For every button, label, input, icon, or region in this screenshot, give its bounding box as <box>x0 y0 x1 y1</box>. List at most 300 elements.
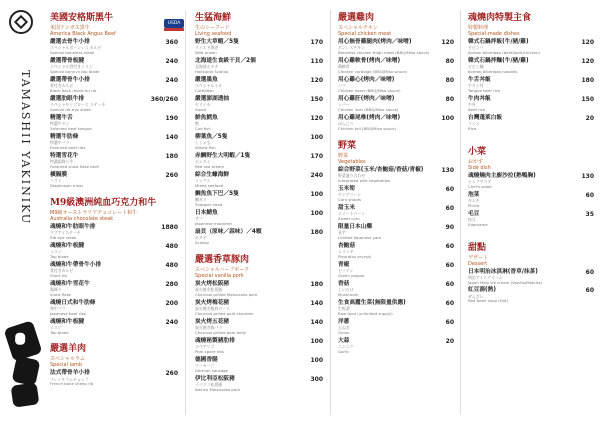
menu-item-price: 60 <box>445 318 454 326</box>
menu-item-jp: ライス <box>468 121 480 127</box>
section-title: 嚴選羊肉 <box>50 344 87 355</box>
menu-item-price: 35 <box>585 210 594 218</box>
menu-item-en: Green pepper <box>338 272 365 278</box>
menu-item <box>50 172 180 189</box>
menu-item-price: 60 <box>445 204 454 212</box>
menu-item <box>468 58 596 75</box>
menu-item <box>195 229 325 246</box>
menu-item <box>338 243 456 260</box>
menu-item <box>195 338 325 355</box>
menu-item-jp: スイートコーン <box>338 210 365 216</box>
menu-item-jp: スペアリブ <box>195 343 215 349</box>
menu-item-zh: 橫膈膜 <box>50 171 68 178</box>
menu-item-jp: ビビン麺 <box>468 64 484 70</box>
menu-item-price: 280 <box>165 280 178 288</box>
menu-item-en: Selected beef tongue <box>50 125 92 131</box>
section-subtitle-jp: 生のシーフード <box>195 25 230 31</box>
section-subtitle-jp: デザート <box>468 254 489 261</box>
menu-item <box>338 167 456 184</box>
menu-item-price: 60 <box>445 261 454 269</box>
menu-item <box>195 376 325 393</box>
menu-item-zh: 用心無骨雞腿肉(烤肉／味噌) <box>338 39 412 45</box>
menu-item-en: Sweet corn <box>338 215 360 221</box>
menu-item-jp: ししゃも <box>195 140 211 146</box>
menu-item-zh: 泡菜 <box>468 191 480 198</box>
menu-item-price: 120 <box>581 57 594 65</box>
menu-item <box>468 77 596 94</box>
menu-item-zh: 魂燒和牛肋眼牛排 <box>50 223 96 230</box>
menu-item <box>338 205 456 222</box>
menu-item-jp: ワイルド海老 <box>195 45 219 51</box>
menu-item-zh: 台灣蓬萊白飯 <box>468 114 503 121</box>
column-divider <box>330 10 331 415</box>
menu-item-en: Wild prawn <box>195 50 217 55</box>
menu-item-price: 130 <box>441 166 454 174</box>
menu-item-price: 190 <box>165 114 178 122</box>
menu-item-price: 100 <box>310 337 323 345</box>
menu-item <box>50 243 180 260</box>
menu-item <box>195 281 325 298</box>
menu-item-en: Pork spare ribs <box>195 348 224 354</box>
menu-item-jp: ホタテ <box>195 235 207 241</box>
menu-item-en: Japanese mackerel <box>195 220 232 226</box>
menu-item <box>468 96 596 113</box>
menu-item-zh: 野生大草蝦／5隻 <box>195 39 239 45</box>
menu-item-jp: イベリコ松坂豚 <box>195 381 223 387</box>
brush-calligraphy-logo <box>4 320 42 412</box>
menu-item-zh: 嚴選去骨牛小排 <box>50 39 90 45</box>
menu-item-price: 60 <box>445 299 454 307</box>
menu-item-zh: 韓式石鍋拌麵(牛/豬/雞) <box>468 57 529 64</box>
menu-item-price: 150 <box>581 95 594 103</box>
section-subtitle-jp: M9級オーストラリアチョコレート和牛 <box>50 209 138 216</box>
menu-item <box>195 357 325 374</box>
menu-item-en: Special boneless steak <box>50 50 95 55</box>
menu-item <box>338 39 456 56</box>
menu-item-price: 150 <box>310 95 323 103</box>
menu-item-en: German sausage <box>195 367 228 373</box>
menu-item-price: 100 <box>441 114 454 122</box>
menu-list <box>50 224 180 336</box>
menu-list <box>338 39 456 132</box>
menu-item-jp: サバ <box>195 216 203 222</box>
menu-item-en: Korean bibimbap (beef/pork/chicken) <box>468 50 540 55</box>
menu-item-zh: 牛舌丼飯 <box>468 76 491 83</box>
menu-item <box>50 153 180 170</box>
menu-item-en: Charcoal grilled Matsusaka pork <box>195 291 258 297</box>
menu-item-jp: 鶏軟骨 <box>338 64 350 70</box>
menu-list <box>50 39 180 189</box>
menu-item-zh: 毛豆 <box>468 210 480 217</box>
menu-item-price: 200 <box>165 299 178 307</box>
menu-item-jp: 特選霜降り牛 <box>50 159 74 165</box>
menu-item-en: Iberico Matsusaka pork <box>195 386 241 392</box>
menu-column-1 <box>50 0 180 425</box>
menu-item-zh: 魂燒日式和牛肋條 <box>50 299 96 306</box>
menu-item-price: 180 <box>581 76 594 84</box>
menu-item-price: 480 <box>165 242 178 250</box>
menu-item-en: Beef rice <box>468 106 486 112</box>
menu-item <box>338 58 456 75</box>
menu-item <box>50 39 180 56</box>
menu-item-en: Tongue beef rice <box>468 87 501 93</box>
menu-item-price: 240 <box>165 318 178 326</box>
menu-item-jp: レバー <box>338 102 350 108</box>
menu-item-en: Boneless chicken thigh meat (BBQ/Miso sauce) <box>338 50 430 55</box>
menu-item-zh: 法式帶骨羊小排 <box>50 370 90 377</box>
menu-item-zh: 德國香腸 <box>195 356 218 363</box>
menu-item-price: 100 <box>310 190 323 198</box>
menu-item-zh: 甜玉米 <box>338 204 356 211</box>
menu-item-en: Squid <box>195 106 206 112</box>
menu-item-price: 120 <box>581 39 594 46</box>
menu-item-price: 260 <box>165 370 178 378</box>
menu-item-zh: 炭火烤梅花豬 <box>195 299 230 306</box>
section-subtitle-en: Australia chocolate steak <box>50 215 114 222</box>
menu-item-zh: 生食高麗生菜(無限量供應) <box>338 299 406 306</box>
section-subtitle-jp: スペシャルラム <box>50 356 85 363</box>
menu-list <box>195 281 325 393</box>
menu-item-price: 20 <box>585 114 594 122</box>
menu-item-price: 180 <box>165 152 178 160</box>
menu-item <box>195 319 325 336</box>
menu-item <box>195 210 325 227</box>
menu-item-zh: 綜合生蠔海鮮 <box>195 171 230 178</box>
menu-item-price: 260 <box>165 171 178 179</box>
menu-item-zh: 嚴選澎湖透抽 <box>195 95 230 102</box>
section-subtitle-jp: スペシャルハーブポーク <box>195 266 250 273</box>
menu-item-price: 130 <box>581 172 594 180</box>
menu-item-en: Edamame <box>468 221 488 227</box>
section-subtitle-jp: スペシャルチキン <box>338 25 378 31</box>
section-subtitle-en: Special-made dishes <box>468 31 520 37</box>
menu-item-zh: 精選牛肋條 <box>50 133 79 140</box>
menu-item-zh: 青椒 <box>338 261 350 268</box>
menu-item-price: 480 <box>165 261 178 269</box>
menu-item-en: Rice <box>468 125 477 131</box>
menu-item-price: 100 <box>310 356 323 364</box>
section-subtitle-jp: 野菜 <box>338 152 349 159</box>
menu-item-jp: 特選牛バラ <box>50 140 70 146</box>
menu-item <box>468 211 596 228</box>
menu-item-zh: 洋蔥 <box>338 318 350 325</box>
menu-item <box>50 115 180 132</box>
section-title: 甜點 <box>468 242 487 253</box>
menu-item-price: 80 <box>445 76 454 84</box>
menu-item-jp: 鯛カマ <box>195 197 207 203</box>
menu-item-price: 60 <box>585 287 594 295</box>
section-title: 野菜 <box>338 140 357 151</box>
menu-item-zh: 鮮魚鱈魚 <box>195 114 218 121</box>
menu-item-zh: 嚴選肋眼牛排 <box>50 95 85 102</box>
menu-item-en: Chicken heart (BBQ/Miso sauce) <box>338 87 401 93</box>
menu-item-zh: 牛肉丼飯 <box>468 95 491 102</box>
menu-item-price: 240 <box>165 57 178 65</box>
menu-item-jp: ハラミ <box>50 178 62 184</box>
menu-item-zh: 北海道生食級干貝／2個 <box>195 57 256 64</box>
menu-item-en: Japanese beef ribs <box>50 310 86 316</box>
menu-item-zh: 炭火烤五花豬 <box>195 318 230 325</box>
menu-item-jp: 長芋 <box>338 229 346 235</box>
menu-item-jp: スペシャル骨付きミスジ <box>50 64 93 70</box>
menu-item-jp: スペシャルリブロース ステーキ <box>50 102 106 108</box>
menu-item-price: 60 <box>445 242 454 250</box>
menu-item-en: Short rib <box>50 272 67 278</box>
menu-item-jp: 北海道ホタテ <box>195 64 219 70</box>
menu-item-price: 20 <box>445 337 454 345</box>
menu-item <box>195 58 325 75</box>
menu-list <box>468 173 596 228</box>
menu-item <box>195 39 325 56</box>
menu-item-price: 110 <box>310 57 323 65</box>
column-divider <box>460 10 461 415</box>
menu-list <box>195 39 325 246</box>
menu-item-en: Top blade <box>50 253 69 259</box>
menu-item-jp: ヤリイカ <box>195 102 211 108</box>
side-panel <box>0 0 44 425</box>
menu-item <box>338 300 456 317</box>
menu-item-price: 100 <box>310 133 323 141</box>
usda-badge: USDA <box>164 19 184 28</box>
menu-item <box>195 77 325 94</box>
menu-item-zh: 杏鮑菇 <box>338 242 356 249</box>
menu-item <box>50 96 180 113</box>
menu-item-price: 360/260 <box>150 95 178 103</box>
menu-item-jp: 霜降り <box>50 286 62 292</box>
menu-item-en: French bone sheep rib <box>50 381 94 387</box>
menu-item-jp: 牛タン丼 <box>468 83 484 89</box>
menu-item-en: Mixed seafood <box>195 182 224 188</box>
menu-item-en: Scallop <box>195 239 210 245</box>
menu-item-jp: 鱈 <box>195 121 199 127</box>
menu-item-price: 120 <box>310 114 323 122</box>
menu-item <box>195 172 325 189</box>
section-title: 嚴選雞肉 <box>338 13 375 23</box>
menu-item-zh: 限量日本山藥 <box>338 223 373 230</box>
menu-item-jp: ハツ <box>338 83 346 89</box>
menu-item-en: Mushroom <box>338 291 359 297</box>
menu-list <box>50 370 180 387</box>
section-subtitle-en: Special vanilla pork <box>195 272 244 279</box>
menu-item-zh: 伊比利亞松阪豬 <box>195 375 235 382</box>
menu-item-en: Garlic <box>338 348 350 354</box>
menu-item-zh: 玉米筍 <box>338 185 356 192</box>
menu-item <box>468 287 596 304</box>
menu-item-en: Raw food (unlimited supply) <box>338 310 393 316</box>
menu-item-zh: 赤鯛野生大明蝦／1隻 <box>195 152 251 159</box>
menu-list <box>338 167 456 355</box>
section-subtitle-en: Side dish <box>468 164 491 171</box>
menu-item <box>468 173 596 190</box>
menu-item-jp: ピーマン <box>338 267 354 273</box>
menu-item-jp: 生野菜 <box>338 305 350 311</box>
menu-item-jp: ぼんじり <box>338 121 354 127</box>
menu-item <box>338 186 456 203</box>
menu-item-en: Corn shoots <box>338 196 362 202</box>
section-title: 嚴選香草豚肉 <box>195 254 250 265</box>
section-subtitle-jp: 特製料理 <box>468 25 489 31</box>
menu-item-zh: 魂燒和牛板腱 <box>50 242 85 249</box>
menu-item-en: Charcoal grilled pork shoulder <box>195 310 254 316</box>
menu-column-2 <box>195 0 325 425</box>
section-subtitle-jp: 米国アンガス黒牛 <box>50 25 90 31</box>
menu-item <box>338 96 456 113</box>
menu-item-zh: 嚴選墨魚 <box>195 76 218 83</box>
menu-item-en: Chef's salad <box>468 183 492 189</box>
menu-item-jp: 牛丼 <box>468 102 476 108</box>
restaurant-logo-icon <box>9 10 33 34</box>
menu-item-price: 90 <box>445 223 454 231</box>
menu-column-4 <box>468 0 596 425</box>
menu-item <box>195 134 325 151</box>
menu-item-jp: スペシャルボーンレス カルビ <box>50 45 102 51</box>
menu-item-zh: 日本鯖魚 <box>195 209 218 216</box>
section-subtitle-en: Vegetables <box>338 158 366 165</box>
menu-list <box>468 269 596 305</box>
menu-item-jp: ポンダイ <box>195 159 211 165</box>
menu-item <box>338 77 456 94</box>
menu-item-en: Chicken cartilage (BBQ/Miso sauce) <box>338 68 408 74</box>
menu-item <box>468 115 596 132</box>
menu-item-jp: 炭火焼き豚バラ <box>195 324 223 330</box>
menu-item-zh: 柳葉魚／5隻 <box>195 133 228 140</box>
menu-item-en: Japan Meiji ice cream (Vanilla/Matcha) <box>468 279 543 285</box>
menu-item-price: 120 <box>441 39 454 46</box>
column-divider <box>185 10 186 415</box>
section-subtitle-en: America Black Angus Beef <box>50 31 116 37</box>
menu-item-jp: 炭火焼き豚肩ロース <box>195 305 230 311</box>
menu-item-zh: 魂燒燒肉主廚沙拉(熟鴨胸) <box>468 172 536 179</box>
menu-item-en: Charcoal grilled pork belly <box>195 329 246 335</box>
menu-item-en: Rib eye steak <box>50 234 77 240</box>
menu-item-jp: フレンチラムチョップ <box>50 376 89 382</box>
section-title: 魂燒肉特製主食 <box>468 13 532 23</box>
menu-item-en: Top blade <box>50 329 69 335</box>
menu-item-price: 140 <box>310 299 323 307</box>
menu-item-jp: 玉ねぎ <box>338 324 350 330</box>
menu-item-en: Special bone-in top blade <box>50 68 100 74</box>
menu-item <box>195 191 325 208</box>
menu-item-price: 300 <box>310 375 323 383</box>
menu-item-jp: ミスジ <box>50 324 62 330</box>
section-title: M9級澳洲純血巧克力和牛 <box>50 197 157 208</box>
menu-item <box>50 58 180 75</box>
menu-item-zh: 扇貝（原味／蒜味）／4顆 <box>195 228 262 235</box>
menu-item-zh: 魂燒秘製豬肋排 <box>195 337 235 344</box>
menu-item-jp: ぜんざい <box>468 293 484 299</box>
menu-item <box>468 269 596 286</box>
section-subtitle-en: Dessert <box>468 260 488 267</box>
menu-item-zh: 炭火烤松阪豬 <box>195 280 230 287</box>
menu-item-price: 170 <box>310 152 323 160</box>
menu-item <box>50 262 180 279</box>
menu-item-en: Limited Japanese yam <box>338 234 382 240</box>
menu-item-price: 80 <box>445 95 454 103</box>
menu-item <box>50 370 180 387</box>
menu-item-price: 60 <box>585 191 594 199</box>
menu-item-price: 60 <box>585 268 594 276</box>
menu-item-price: 1880 <box>161 223 178 231</box>
section-subtitle-en: Special lamb <box>50 362 83 369</box>
menu-item <box>195 153 325 170</box>
menu-item-price: 140 <box>165 133 178 141</box>
menu-item <box>195 96 325 113</box>
menu-item <box>338 115 456 132</box>
menu-item-en: Red sea bream <box>195 163 225 169</box>
menu-item-en: Red bean soup (Hot) <box>468 298 509 304</box>
menu-item-jp: 骨付きカルビ <box>50 83 74 89</box>
menu-item <box>468 192 596 209</box>
menu-item-jp: 骨付きカルビ <box>50 267 74 273</box>
menu-item-en: Chicken liver (BBQ/Miso sauce) <box>338 106 399 112</box>
menu-item-jp: スペシャルイカ <box>195 83 222 89</box>
menu-item-zh: 用心雞軟骨(烤肉／味噌) <box>338 57 401 64</box>
vertical-brand-text: TAMASHII YAKINIKU <box>19 70 32 226</box>
menu-item <box>50 77 180 94</box>
menu-item <box>468 39 596 56</box>
menu-item-zh: 紅豆湯(熱) <box>468 287 496 294</box>
section-subtitle-en: Special chicken meat <box>338 31 392 37</box>
section-title: 美國安格斯黑牛 <box>50 13 114 23</box>
menu-item-en: Cuttlefish <box>195 87 214 93</box>
menu-item-zh: 用心雞肝(烤肉／味噌) <box>338 95 395 102</box>
menu-item-jp: しいたけ <box>338 286 354 292</box>
menu-item-en: Korean bibimbap noodles <box>468 68 518 74</box>
menu-item-en: Onion <box>338 329 350 335</box>
menu-item-en: Integrated wild vegetables <box>338 177 391 183</box>
menu-list <box>468 39 596 132</box>
menu-item-en: Diaphragm meat <box>50 182 83 188</box>
menu-item-en: Cod fish <box>195 125 211 131</box>
menu-item-zh: 魂燒和牛雪花牛 <box>50 280 90 287</box>
menu-item-jp: 和牛バラ <box>50 305 66 311</box>
menu-item-en: Pleurotus eryngii <box>338 253 371 259</box>
section-subtitle-jp: おかず <box>468 158 484 165</box>
menu-item-en: Featured beef ribs <box>50 144 86 150</box>
menu-item-en: Snapper head <box>195 201 223 207</box>
menu-item-price: 140 <box>310 318 323 326</box>
menu-item-zh: 用心雞尾椎(烤肉／味噌) <box>338 114 401 121</box>
menu-item-zh: 大蒜 <box>338 337 350 344</box>
menu-item-jp: リブアイステーキ <box>50 229 81 235</box>
menu-column-3 <box>338 0 456 425</box>
menu-item-en: Black back (bone-in) rib <box>50 87 97 93</box>
menu-item-jp: ビビンバ <box>468 45 484 51</box>
menu-item-zh: 嚴選帶骨牛小排 <box>50 76 90 83</box>
menu-item-price: 180 <box>310 280 323 288</box>
menu-item-jp: ミックス <box>195 178 211 184</box>
menu-item-zh: 鯛魚魚下巴／5隻 <box>195 190 239 197</box>
menu-item-zh: 香菇 <box>338 280 350 287</box>
menu-item-zh: 用心雞心(烤肉／味噌) <box>338 76 395 83</box>
menu-item-price: 170 <box>310 39 323 46</box>
menu-item-jp: ニンニク <box>338 343 354 349</box>
section-title: 生猛海鮮 <box>195 13 232 23</box>
menu-item <box>338 338 456 355</box>
menu-item-jp: 枝豆 <box>468 216 476 222</box>
menu-item-jp: シェフサラダ <box>468 178 492 184</box>
menu-item-en: Featured snow flake beef <box>50 163 99 169</box>
menu-item <box>338 319 456 336</box>
menu-item-jp: ソーセージ <box>195 362 215 368</box>
menu-item <box>50 300 180 317</box>
menu-item-zh: 魂燒和牛帶骨牛小排 <box>50 261 102 268</box>
menu-item <box>50 281 180 298</box>
menu-item-jp: ヤングコーン <box>338 191 362 197</box>
menu-item-jp: ミスジ <box>50 248 62 254</box>
menu-item <box>50 224 180 241</box>
menu-item-price: 240 <box>310 171 323 179</box>
